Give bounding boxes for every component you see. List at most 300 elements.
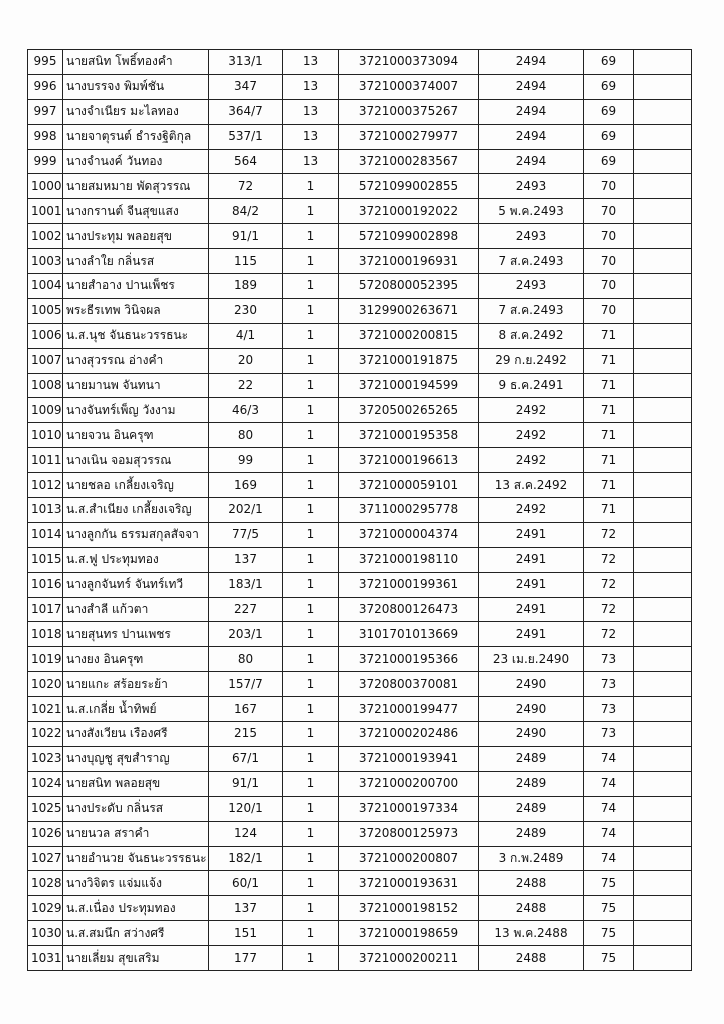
house-number-cell: 169 — [209, 473, 283, 498]
house-number-cell: 115 — [209, 249, 283, 274]
table-row — [28, 323, 692, 348]
birth-date-cell: 2489 — [479, 796, 584, 821]
birth-date-cell: 2491 — [479, 622, 584, 647]
age-cell: 70 — [584, 199, 634, 224]
table-row — [28, 448, 692, 473]
person-name-cell: นางบรรจง พิมพ์ชัน — [63, 74, 209, 99]
table-row — [28, 722, 692, 747]
birth-date-cell: 5 พ.ค.2493 — [479, 199, 584, 224]
age-cell: 71 — [584, 398, 634, 423]
house-number-cell: 80 — [209, 423, 283, 448]
person-name-cell: นายสมหมาย พัดสุวรรณ — [63, 174, 209, 199]
village-number-cell: 1 — [283, 498, 339, 523]
table-row — [28, 298, 692, 323]
id-number-cell: 3721000373094 — [339, 50, 479, 75]
person-name-cell: นายสนิท โพธิ์ทองคำ — [63, 50, 209, 75]
id-number-cell: 3721000279977 — [339, 124, 479, 149]
village-number-cell: 13 — [283, 149, 339, 174]
person-name-cell: นางวิจิตร แจ่มแจ้ง — [63, 871, 209, 896]
id-number-cell: 3721000374007 — [339, 74, 479, 99]
row-number-cell: 1017 — [28, 597, 63, 622]
birth-date-cell: 2491 — [479, 547, 584, 572]
village-number-cell: 1 — [283, 199, 339, 224]
house-number-cell: 313/1 — [209, 50, 283, 75]
row-number-cell: 1026 — [28, 821, 63, 846]
house-number-cell: 203/1 — [209, 622, 283, 647]
person-name-cell: นายนวล สราคำ — [63, 821, 209, 846]
house-number-cell: 177 — [209, 946, 283, 971]
id-number-cell: 3721000191875 — [339, 348, 479, 373]
village-number-cell: 1 — [283, 348, 339, 373]
id-number-cell: 3129900263671 — [339, 298, 479, 323]
village-number-cell: 1 — [283, 846, 339, 871]
note-cell — [634, 50, 692, 75]
id-number-cell: 3721000200211 — [339, 946, 479, 971]
birth-date-cell: 3 ก.พ.2489 — [479, 846, 584, 871]
house-number-cell: 157/7 — [209, 672, 283, 697]
id-number-cell: 3721000192022 — [339, 199, 479, 224]
birth-date-cell: 2492 — [479, 498, 584, 523]
row-number-cell: 998 — [28, 124, 63, 149]
row-number-cell: 1027 — [28, 846, 63, 871]
table-row — [28, 647, 692, 672]
person-name-cell: นางลูกกัน ธรรมสกุลสัจจา — [63, 522, 209, 547]
person-name-cell: นางยง อินครุฑ — [63, 647, 209, 672]
age-cell: 72 — [584, 622, 634, 647]
note-cell — [634, 249, 692, 274]
age-cell: 71 — [584, 373, 634, 398]
age-cell: 74 — [584, 821, 634, 846]
person-name-cell: น.ส.ฟู ประทุมทอง — [63, 547, 209, 572]
id-number-cell: 3721000375267 — [339, 99, 479, 124]
village-number-cell: 1 — [283, 249, 339, 274]
id-number-cell: 3721000200700 — [339, 771, 479, 796]
person-name-cell: พระธีรเทพ วินิจผล — [63, 298, 209, 323]
person-name-cell: น.ส.สำเนียง เกลี้ยงเจริญ — [63, 498, 209, 523]
id-number-cell: 5721099002855 — [339, 174, 479, 199]
table-row — [28, 547, 692, 572]
note-cell — [634, 498, 692, 523]
table-row — [28, 771, 692, 796]
person-name-cell: นางจำนงค์ วันทอง — [63, 149, 209, 174]
table-row — [28, 50, 692, 75]
birth-date-cell: 13 ส.ค.2492 — [479, 473, 584, 498]
village-number-cell: 1 — [283, 746, 339, 771]
row-number-cell: 1020 — [28, 672, 63, 697]
house-number-cell: 182/1 — [209, 846, 283, 871]
age-cell: 72 — [584, 547, 634, 572]
roster-table — [27, 49, 692, 971]
person-name-cell: นายจาตุรนต์ ธำรงฐิติกุล — [63, 124, 209, 149]
row-number-cell: 1023 — [28, 746, 63, 771]
house-number-cell: 537/1 — [209, 124, 283, 149]
house-number-cell: 137 — [209, 896, 283, 921]
birth-date-cell: 2490 — [479, 722, 584, 747]
age-cell: 70 — [584, 298, 634, 323]
village-number-cell: 1 — [283, 323, 339, 348]
note-cell — [634, 448, 692, 473]
note-cell — [634, 647, 692, 672]
row-number-cell: 999 — [28, 149, 63, 174]
note-cell — [634, 348, 692, 373]
table-row — [28, 473, 692, 498]
birth-date-cell: 2489 — [479, 746, 584, 771]
id-number-cell: 3721000200815 — [339, 323, 479, 348]
note-cell — [634, 124, 692, 149]
row-number-cell: 1031 — [28, 946, 63, 971]
age-cell: 72 — [584, 572, 634, 597]
note-cell — [634, 771, 692, 796]
table-row — [28, 622, 692, 647]
table-row — [28, 946, 692, 971]
note-cell — [634, 921, 692, 946]
village-number-cell: 1 — [283, 622, 339, 647]
person-name-cell: น.ส.เนื่อง ประทุมทอง — [63, 896, 209, 921]
table-row — [28, 572, 692, 597]
note-cell — [634, 199, 692, 224]
row-number-cell: 996 — [28, 74, 63, 99]
note-cell — [634, 522, 692, 547]
village-number-cell: 1 — [283, 274, 339, 299]
row-number-cell: 1022 — [28, 722, 63, 747]
village-number-cell: 1 — [283, 921, 339, 946]
row-number-cell: 1029 — [28, 896, 63, 921]
village-number-cell: 1 — [283, 946, 339, 971]
village-number-cell: 1 — [283, 896, 339, 921]
id-number-cell: 3721000200807 — [339, 846, 479, 871]
birth-date-cell: 2488 — [479, 896, 584, 921]
age-cell: 71 — [584, 448, 634, 473]
id-number-cell: 3721000004374 — [339, 522, 479, 547]
note-cell — [634, 697, 692, 722]
house-number-cell: 20 — [209, 348, 283, 373]
birth-date-cell: 2492 — [479, 398, 584, 423]
house-number-cell: 167 — [209, 697, 283, 722]
house-number-cell: 124 — [209, 821, 283, 846]
person-name-cell: น.ส.สมนึก สว่างศรี — [63, 921, 209, 946]
row-number-cell: 1018 — [28, 622, 63, 647]
id-number-cell: 3721000195358 — [339, 423, 479, 448]
person-name-cell: นายมานพ จันทนา — [63, 373, 209, 398]
row-number-cell: 1006 — [28, 323, 63, 348]
age-cell: 70 — [584, 224, 634, 249]
birth-date-cell: 2492 — [479, 448, 584, 473]
note-cell — [634, 796, 692, 821]
note-cell — [634, 149, 692, 174]
row-number-cell: 1015 — [28, 547, 63, 572]
note-cell — [634, 846, 692, 871]
age-cell: 75 — [584, 896, 634, 921]
table-row — [28, 398, 692, 423]
birth-date-cell: 2494 — [479, 99, 584, 124]
row-number-cell: 1011 — [28, 448, 63, 473]
person-name-cell: นายอำนวย จันธนะวรรธนะ — [63, 846, 209, 871]
id-number-cell: 3721000197334 — [339, 796, 479, 821]
row-number-cell: 1028 — [28, 871, 63, 896]
birth-date-cell: 2494 — [479, 149, 584, 174]
row-number-cell: 1004 — [28, 274, 63, 299]
row-number-cell: 997 — [28, 99, 63, 124]
village-number-cell: 1 — [283, 224, 339, 249]
birth-date-cell: 2493 — [479, 174, 584, 199]
table-row — [28, 224, 692, 249]
house-number-cell: 564 — [209, 149, 283, 174]
table-row — [28, 249, 692, 274]
house-number-cell: 22 — [209, 373, 283, 398]
birth-date-cell: 2494 — [479, 74, 584, 99]
row-number-cell: 1014 — [28, 522, 63, 547]
house-number-cell: 99 — [209, 448, 283, 473]
person-name-cell: นางบุญชู สุขสำราญ — [63, 746, 209, 771]
birth-date-cell: 2491 — [479, 572, 584, 597]
village-number-cell: 1 — [283, 771, 339, 796]
age-cell: 69 — [584, 50, 634, 75]
birth-date-cell: 2488 — [479, 871, 584, 896]
age-cell: 73 — [584, 647, 634, 672]
row-number-cell: 1021 — [28, 697, 63, 722]
table-row — [28, 871, 692, 896]
age-cell: 71 — [584, 473, 634, 498]
id-number-cell: 3721000202486 — [339, 722, 479, 747]
age-cell: 69 — [584, 124, 634, 149]
birth-date-cell: 13 พ.ค.2488 — [479, 921, 584, 946]
person-name-cell: นางลำใย กลิ่นรส — [63, 249, 209, 274]
table-row — [28, 174, 692, 199]
age-cell: 73 — [584, 697, 634, 722]
house-number-cell: 77/5 — [209, 522, 283, 547]
person-name-cell: นางลูกจันทร์ จันทร์เทวี — [63, 572, 209, 597]
village-number-cell: 1 — [283, 722, 339, 747]
age-cell: 72 — [584, 522, 634, 547]
person-name-cell: นางสำลี แก้วตา — [63, 597, 209, 622]
row-number-cell: 1012 — [28, 473, 63, 498]
id-number-cell: 3721000199477 — [339, 697, 479, 722]
note-cell — [634, 323, 692, 348]
table-row — [28, 846, 692, 871]
village-number-cell: 1 — [283, 647, 339, 672]
house-number-cell: 202/1 — [209, 498, 283, 523]
house-number-cell: 91/1 — [209, 771, 283, 796]
note-cell — [634, 946, 692, 971]
person-name-cell: นายแกะ สร้อยระย้า — [63, 672, 209, 697]
person-name-cell: นางประทุม พลอยสุข — [63, 224, 209, 249]
table-row — [28, 597, 692, 622]
table-row — [28, 74, 692, 99]
birth-date-cell: 2489 — [479, 821, 584, 846]
village-number-cell: 1 — [283, 796, 339, 821]
id-number-cell: 3721000193941 — [339, 746, 479, 771]
note-cell — [634, 622, 692, 647]
age-cell: 70 — [584, 174, 634, 199]
village-number-cell: 13 — [283, 124, 339, 149]
village-number-cell: 1 — [283, 423, 339, 448]
table-row — [28, 199, 692, 224]
id-number-cell: 3721000198659 — [339, 921, 479, 946]
id-number-cell: 3721000059101 — [339, 473, 479, 498]
table-row — [28, 348, 692, 373]
table-row — [28, 124, 692, 149]
person-name-cell: นายชลอ เกลี้ยงเจริญ — [63, 473, 209, 498]
note-cell — [634, 74, 692, 99]
village-number-cell: 1 — [283, 298, 339, 323]
note-cell — [634, 722, 692, 747]
person-name-cell: นางกรานต์ จีนสุขแสง — [63, 199, 209, 224]
table-row — [28, 896, 692, 921]
age-cell: 69 — [584, 99, 634, 124]
id-number-cell: 3721000196613 — [339, 448, 479, 473]
roster-body — [28, 50, 692, 971]
table-row — [28, 921, 692, 946]
table-row — [28, 672, 692, 697]
village-number-cell: 13 — [283, 50, 339, 75]
note-cell — [634, 224, 692, 249]
age-cell: 74 — [584, 846, 634, 871]
age-cell: 72 — [584, 597, 634, 622]
row-number-cell: 1005 — [28, 298, 63, 323]
row-number-cell: 1030 — [28, 921, 63, 946]
age-cell: 70 — [584, 274, 634, 299]
birth-date-cell: 2493 — [479, 224, 584, 249]
id-number-cell: 5720800052395 — [339, 274, 479, 299]
id-number-cell: 3721000199361 — [339, 572, 479, 597]
birth-date-cell: 8 ส.ค.2492 — [479, 323, 584, 348]
village-number-cell: 1 — [283, 821, 339, 846]
table-row — [28, 423, 692, 448]
row-number-cell: 1025 — [28, 796, 63, 821]
row-number-cell: 995 — [28, 50, 63, 75]
row-number-cell: 1008 — [28, 373, 63, 398]
age-cell: 75 — [584, 921, 634, 946]
age-cell: 71 — [584, 348, 634, 373]
person-name-cell: นางเนิน จอมสุวรรณ — [63, 448, 209, 473]
person-name-cell: นายสุนทร ปานเพชร — [63, 622, 209, 647]
village-number-cell: 1 — [283, 522, 339, 547]
note-cell — [634, 298, 692, 323]
birth-date-cell: 2490 — [479, 672, 584, 697]
table-row — [28, 821, 692, 846]
table-row — [28, 697, 692, 722]
table-row — [28, 498, 692, 523]
village-number-cell: 1 — [283, 398, 339, 423]
person-name-cell: น.ส.นุช จันธนะวรรธนะ — [63, 323, 209, 348]
note-cell — [634, 572, 692, 597]
person-name-cell: นางจำเนียร มะไลทอง — [63, 99, 209, 124]
table-row — [28, 373, 692, 398]
person-name-cell: น.ส.เกลี่ย น้ำทิพย์ — [63, 697, 209, 722]
age-cell: 75 — [584, 871, 634, 896]
house-number-cell: 46/3 — [209, 398, 283, 423]
id-number-cell: 3721000196931 — [339, 249, 479, 274]
house-number-cell: 4/1 — [209, 323, 283, 348]
id-number-cell: 3720500265265 — [339, 398, 479, 423]
person-name-cell: นางสุวรรณ อ่างคำ — [63, 348, 209, 373]
age-cell: 71 — [584, 498, 634, 523]
house-number-cell: 183/1 — [209, 572, 283, 597]
village-number-cell: 1 — [283, 373, 339, 398]
village-number-cell: 1 — [283, 871, 339, 896]
row-number-cell: 1002 — [28, 224, 63, 249]
birth-date-cell: 2494 — [479, 124, 584, 149]
id-number-cell: 3721000198152 — [339, 896, 479, 921]
row-number-cell: 1000 — [28, 174, 63, 199]
village-number-cell: 1 — [283, 547, 339, 572]
note-cell — [634, 821, 692, 846]
birth-date-cell: 2489 — [479, 771, 584, 796]
table-row — [28, 274, 692, 299]
age-cell: 71 — [584, 323, 634, 348]
table-row — [28, 746, 692, 771]
birth-date-cell: 2491 — [479, 597, 584, 622]
house-number-cell: 189 — [209, 274, 283, 299]
house-number-cell: 151 — [209, 921, 283, 946]
house-number-cell: 364/7 — [209, 99, 283, 124]
birth-date-cell: 2493 — [479, 274, 584, 299]
birth-date-cell: 9 ธ.ค.2491 — [479, 373, 584, 398]
row-number-cell: 1013 — [28, 498, 63, 523]
row-number-cell: 1016 — [28, 572, 63, 597]
person-name-cell: นายสำอาง ปานเพ็ชร — [63, 274, 209, 299]
note-cell — [634, 597, 692, 622]
note-cell — [634, 174, 692, 199]
row-number-cell: 1019 — [28, 647, 63, 672]
age-cell: 75 — [584, 946, 634, 971]
village-number-cell: 13 — [283, 99, 339, 124]
id-number-cell: 5721099002898 — [339, 224, 479, 249]
person-name-cell: นางจันทร์เพ็ญ วังงาม — [63, 398, 209, 423]
table-row — [28, 149, 692, 174]
note-cell — [634, 398, 692, 423]
id-number-cell: 3101701013669 — [339, 622, 479, 647]
table-row — [28, 522, 692, 547]
person-name-cell: นางประดับ กลิ่นรส — [63, 796, 209, 821]
birth-date-cell: 29 ก.ย.2492 — [479, 348, 584, 373]
birth-date-cell: 2488 — [479, 946, 584, 971]
village-number-cell: 1 — [283, 448, 339, 473]
id-number-cell: 3711000295778 — [339, 498, 479, 523]
age-cell: 69 — [584, 74, 634, 99]
age-cell: 73 — [584, 722, 634, 747]
age-cell: 70 — [584, 249, 634, 274]
village-number-cell: 1 — [283, 473, 339, 498]
person-name-cell: นายเลี่ยม สุขเสริม — [63, 946, 209, 971]
note-cell — [634, 473, 692, 498]
table-row — [28, 99, 692, 124]
person-name-cell: นายจวน อินครุฑ — [63, 423, 209, 448]
table-row — [28, 796, 692, 821]
house-number-cell: 137 — [209, 547, 283, 572]
id-number-cell: 3721000283567 — [339, 149, 479, 174]
note-cell — [634, 896, 692, 921]
house-number-cell: 347 — [209, 74, 283, 99]
id-number-cell: 3720800126473 — [339, 597, 479, 622]
row-number-cell: 1007 — [28, 348, 63, 373]
village-number-cell: 1 — [283, 672, 339, 697]
birth-date-cell: 23 เม.ย.2490 — [479, 647, 584, 672]
row-number-cell: 1009 — [28, 398, 63, 423]
age-cell: 69 — [584, 149, 634, 174]
birth-date-cell: 7 ส.ค.2493 — [479, 298, 584, 323]
id-number-cell: 3721000193631 — [339, 871, 479, 896]
birth-date-cell: 2491 — [479, 522, 584, 547]
id-number-cell: 3720800125973 — [339, 821, 479, 846]
birth-date-cell: 2490 — [479, 697, 584, 722]
note-cell — [634, 99, 692, 124]
note-cell — [634, 746, 692, 771]
note-cell — [634, 373, 692, 398]
house-number-cell: 120/1 — [209, 796, 283, 821]
age-cell: 74 — [584, 796, 634, 821]
age-cell: 73 — [584, 672, 634, 697]
